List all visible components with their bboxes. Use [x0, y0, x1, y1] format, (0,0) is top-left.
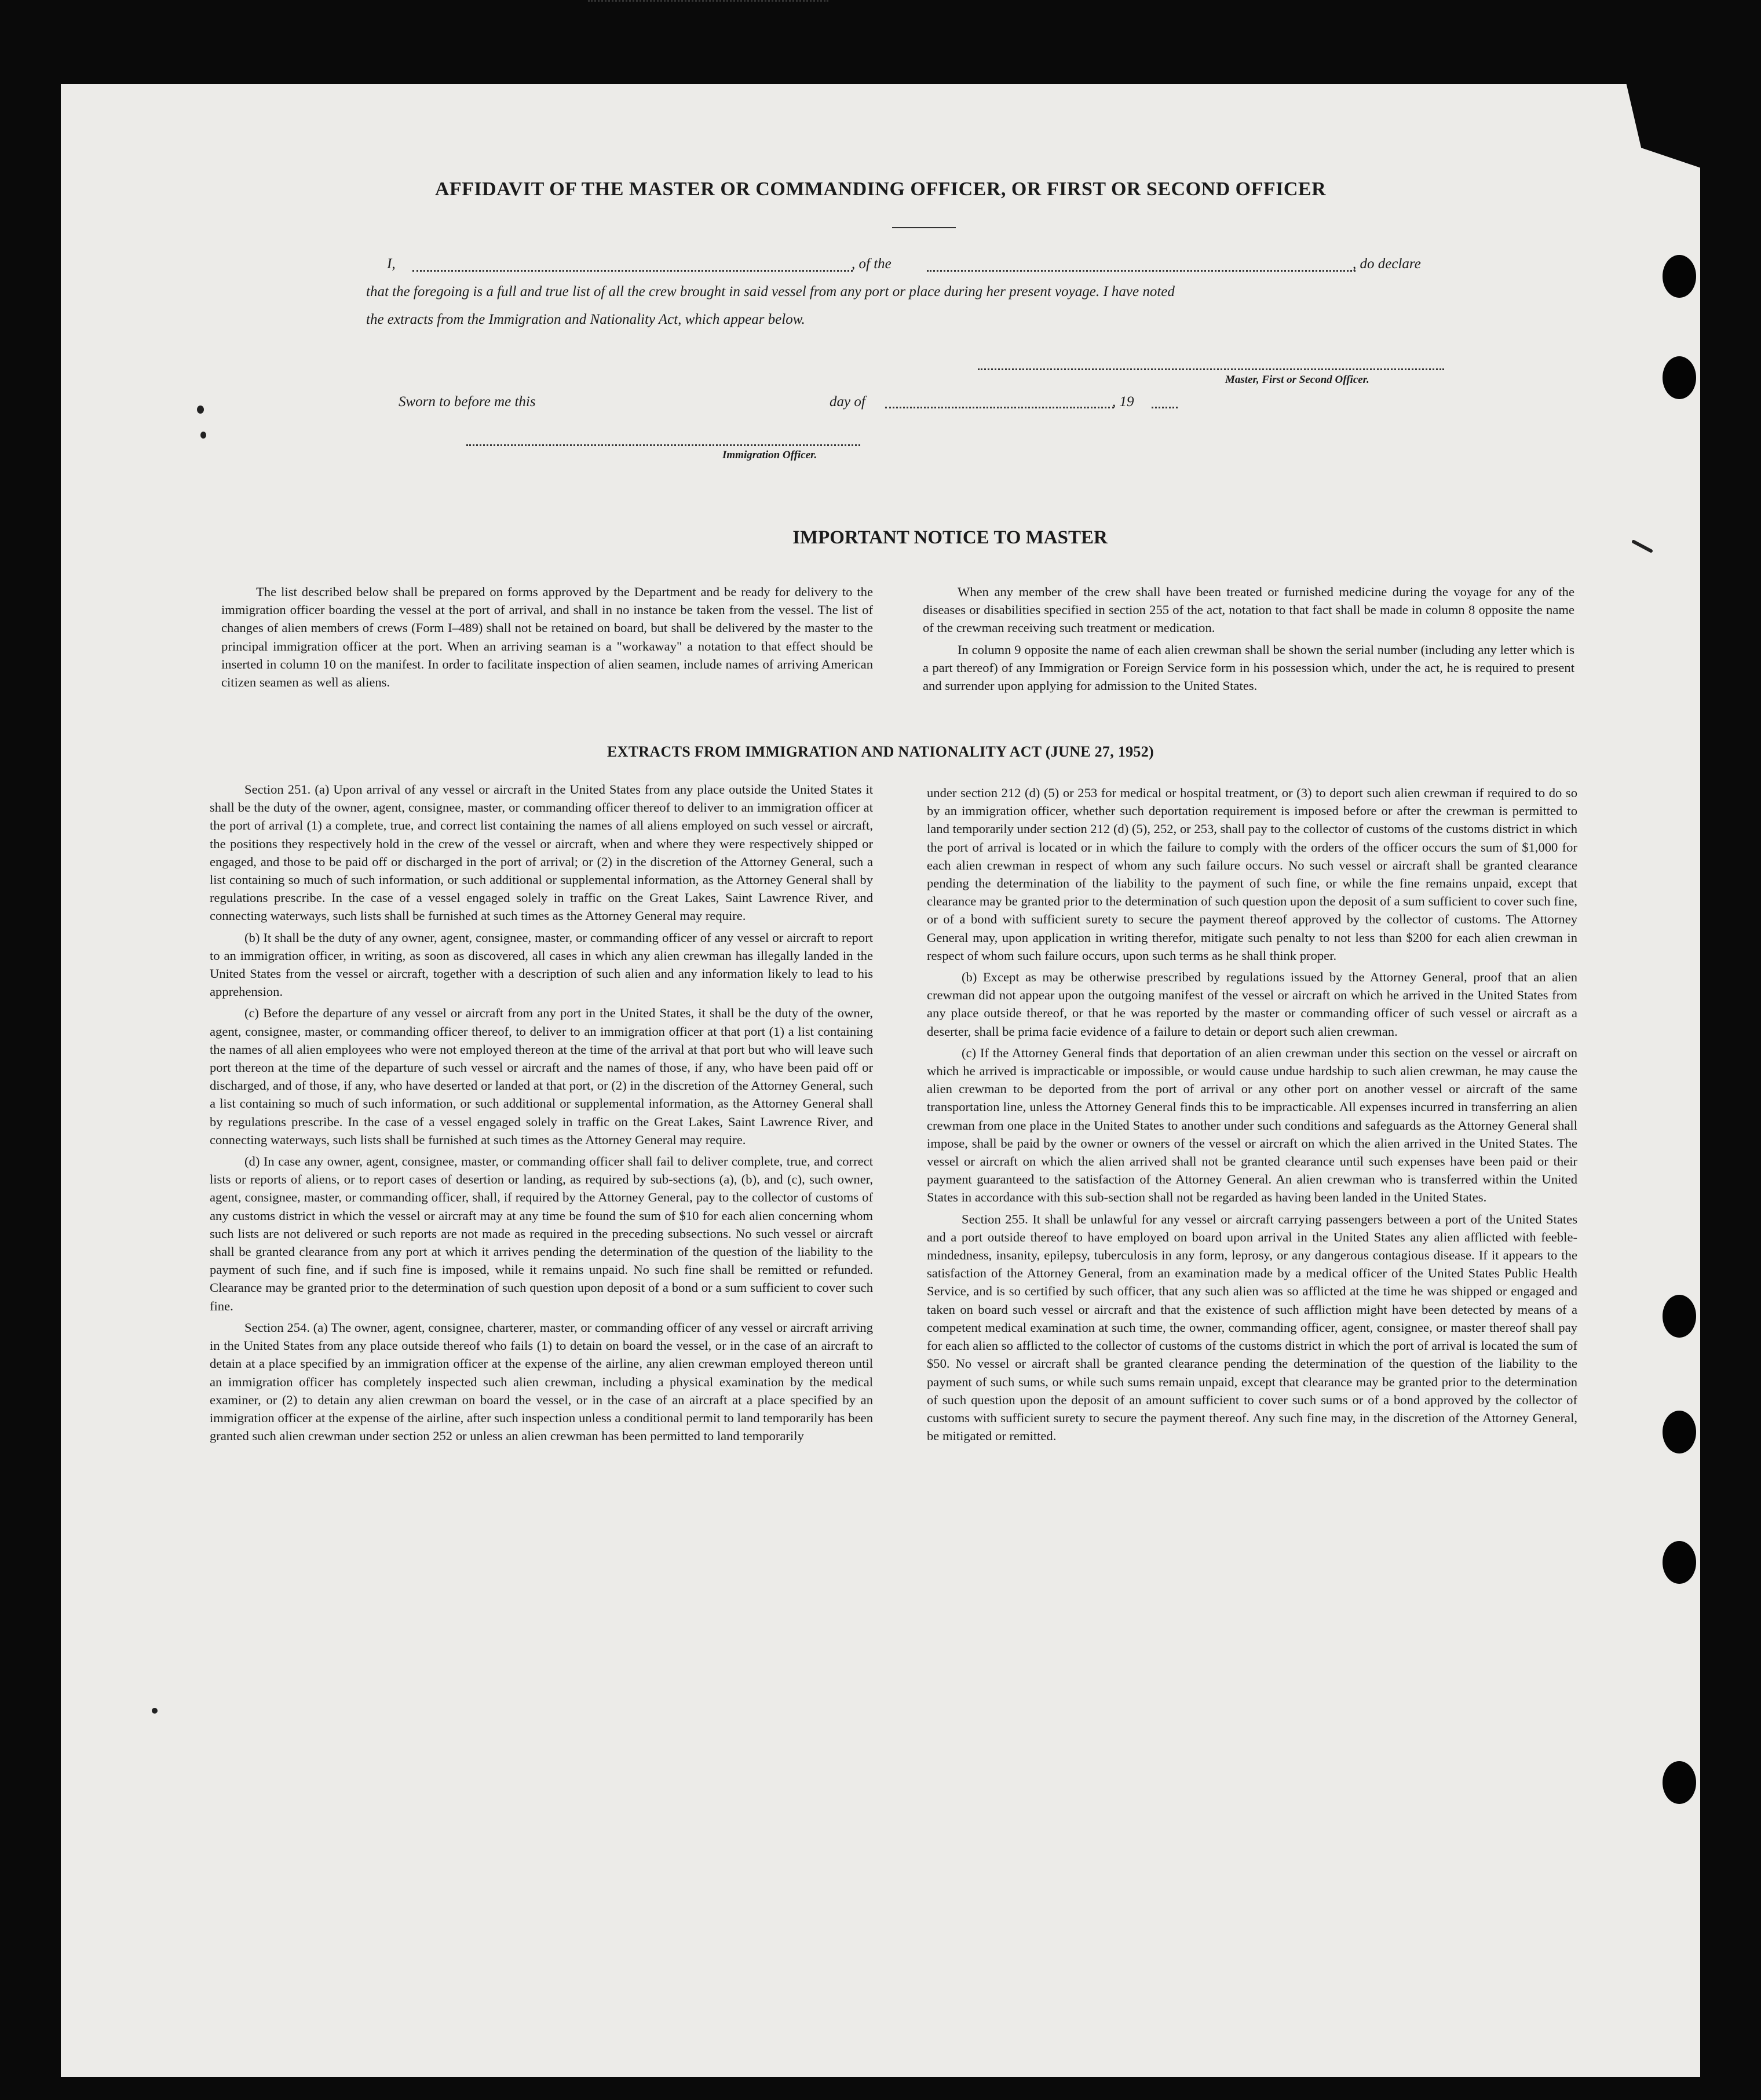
notice-title: IMPORTANT NOTICE TO MASTER — [792, 527, 1108, 548]
master-signature-caption: Master, First or Second Officer. — [1225, 374, 1369, 386]
affidavit-i-label: I, — [387, 256, 396, 272]
ink-speck — [152, 1708, 158, 1714]
extracts-left-column — [210, 780, 873, 1445]
section-255-paragraph: Section 255. It shall be unlawful for any vessel or aircraft carrying passengers between a port of the United States and a port outside thereof to have employed on board upon arrival in the United States any alien afflicted with feeble-mindedness, insanity, epilepsy, tuberculosis in any form, leprosy, or any dangerous contagious disease. If it appears to the satisfaction of the Attorney General, from an examination made by a medical officer of the United States Public Health Service, and is so certified by such officer, that any such alien was so afflicted at the time he was shipped or engaged and taken on board such vessel or aircraft and that the existence of such affliction might have been detected by means of a competent medical examination at such time, the owner, commanding officer, agent, consignee, or master thereof shall pay for each alien so afflicted to the collector of customs of the customs district in which the port of arrival is located the sum of $50. No vessel or aircraft shall be granted clearance pending the determination of the question of the liability to the payment of such sums, or while such sums remain unpaid, except that clearance may be granted prior to the determination of such question upon the deposit of an amount sufficient to cover such sums or of a bond approved by the collector of customs with sufficient surety to secure the payment thereof. Any such fine may, in the discretion of the Attorney General, be mitigated or remitted. — [927, 1211, 1577, 1444]
immigration-officer-caption: Immigration Officer. — [722, 449, 817, 461]
ink-speck — [197, 406, 204, 414]
notice-right-column — [923, 583, 1574, 695]
section-254-a-continued-paragraph: under section 212 (d) (5) or 253 for medical or hospital treatment, or (3) to deport such alien crewman if required to do so by an immigration officer, whether such deportation requirement is imposed before or after the crewman is permitted to land temporarily under section 212 (d) (5), 252, or 253, shall pay to the collector of customs of the customs district in which the port of arrival is located or in which the failure to comply with the orders of the officer occurs the sum of $1,000 for each alien crewman in respect of whom any such failure occurs. No such vessel or aircraft shall be granted clearance pending the determination of the liability to the payment of such fine, or while the fine remains unpaid, except that clearance may be granted prior to the determination of such question upon the deposit of a sum sufficient to cover such fine, or of a bond with sufficient surety to secure the payment thereof approved by the collector of customs. The Attorney General may, upon application in writing therefor, mitigate such penalty to not less than $200 for each alien crewman in respect of whom such failure occurs, upon such terms as he shall think proper. — [927, 786, 1577, 963]
section-254-b-paragraph: (b) Except as may be otherwise prescribed by regulations issued by the Attorney General, proof that an alien crewman did not appear upon the outgoing manifest of the vessel or aircraft on which he arrived in the United States from any place outside thereof, or that he was reported by the master or commanding officer of such vessel or aircraft as a deserter, shall be prima facie evidence of a failure to detain or deport such alien crewman. — [927, 970, 1577, 1039]
notice-left-column — [221, 583, 873, 691]
notice-paragraph: In column 9 opposite the name of each alien crewman shall be shown the serial number (including any letter which is a part thereof) of any Immigration or Foreign Service form in his possession which, under the act, he is required to present and surrender upon applying for admission to the United States. — [923, 642, 1574, 693]
section-251-d-paragraph: (d) In case any owner, agent, consignee, master, or commanding officer shall fail to deliver complete, true, and correct lists or reports of aliens, or to report cases of desertion or landing, as required by sub-sections (a), (b), and (c), such owner, agent, consignee, master, or commanding officer, shall, if required by the Attorney General, pay to the collector of customs of any customs district in which the vessel or aircraft may at any time be found the sum of $10 for each alien concerning whom such lists are not delivered or such reports are not made as required in the preceding subsections. No such vessel or aircraft shall be granted clearance from any port at which it arrives pending the determination of the question of the liability to the payment of such fine, and if such fine is imposed, while it remains unpaid. No such fine shall be remitted or refunded. Clearance may be granted prior to the determination of such question upon deposit of a bond or a sum sufficient to cover such fine. — [210, 1154, 873, 1313]
punch-hole-1 — [1663, 255, 1696, 298]
section-254-a-paragraph: Section 254. (a) The owner, agent, consignee, charterer, master, or commanding officer of any vessel or aircraft arriving in the United States from any place outside thereof who fails (1) to detain on board the vessel, or in the case of an aircraft to detain at a place specified by an immigration officer at the expense of the airline, any alien crewman employed thereon until an immigration officer has completely inspected such alien crewman, including a physical examination by the medical examiner, or (2) to detain any alien crewman on board the vessel, or in the case of an aircraft at a place specified by an immigration officer at the expense of the airline, after such inspection unless a conditional permit to land temporarily has been granted such alien crewman under section 252 or unless an alien crewman has been permitted to land temporarily — [210, 1320, 873, 1444]
affidavit-statement-line-2: the extracts from the Immigration and Nationality Act, which appear below. — [366, 312, 805, 327]
ink-speck — [200, 432, 206, 439]
affidavit-of-the-label: , of the — [852, 256, 892, 272]
affidavit-title: AFFIDAVIT OF THE MASTER OR COMMANDING OFFICER, OR FIRST OR SECOND OFFICER — [434, 178, 1327, 200]
name-blank-line[interactable] — [412, 270, 853, 272]
day-of-label: day of — [830, 394, 865, 410]
sworn-label: Sworn to before me this — [399, 394, 536, 410]
title-underline — [892, 227, 956, 228]
section-251-a-paragraph: Section 251. (a) Upon arrival of any vessel or aircraft in the United States from any place outside the United States it shall be the duty of the owner, agent, consignee, master, or commanding officer thereof to deliver to an immigration officer at the port of arrival (1) a complete, true, and correct list containing the names of all aliens employed on such vessel or aircraft, the positions they respectively hold in the crew of the vessel or aircraft, when and where they were respectively shipped or engaged, and those to be paid off or discharged in the port of arrival; or (2) in the discretion of the Attorney General, such a list containing so much of such information, or such additional or supplemental information, as the Attorney General shall by regulations prescribe. In the case of a vessel engaged solely in traffic on the Great Lakes, Saint Lawrence River, and connecting waterways, such lists shall be furnished at such times as the Attorney General may require. — [210, 782, 873, 923]
punch-hole-6 — [1663, 1761, 1696, 1804]
sworn-month-blank-line[interactable] — [885, 407, 1114, 408]
year-label: , 19 — [1112, 394, 1134, 410]
sworn-day-blank-line[interactable] — [588, 0, 828, 2]
notice-paragraph: The list described below shall be prepared on forms approved by the Department and be ready for delivery to the immigration officer boarding the vessel at the port of arrival, and shall in no instance be taken from the vessel. The list of changes of alien members of crews (Form I–489) shall not be retained on board, but shall be delivered by the master to the principal immigration officer at the port. When an arriving seaman is a "workaway" a notation to that effect should be inserted in column 10 on the manifest. In order to facilitate inspection of alien seamen, include names of arriving American citizen seamen as well as aliens. — [221, 585, 873, 690]
punch-hole-5 — [1663, 1541, 1696, 1584]
affidavit-do-declare-label: , do declare — [1353, 256, 1421, 272]
year-blank-line[interactable] — [1152, 407, 1178, 408]
affidavit-statement-line-1: that the foregoing is a full and true list of all the crew brought in said vessel from any port or place during her present voyage. I have noted — [366, 284, 1175, 300]
punch-hole-2 — [1663, 356, 1696, 399]
punch-hole-4 — [1663, 1411, 1696, 1453]
extracts-title: EXTRACTS FROM IMMIGRATION AND NATIONALITY ACT (JUNE 27, 1952) — [607, 743, 1154, 760]
section-254-c-paragraph: (c) If the Attorney General finds that deportation of an alien crewman under this section on the vessel or aircraft on which he arrived is impracticable or impossible, or would cause undue hardship to such alien crewman, he may cause the alien crewman to be deported from the port of arrival or any other port on another vessel or aircraft of the same transportation line, unless the Attorney General finds this to be impracticable. All expenses incurred in transferring an alien crewman from one place in the United States to another under such conditions and safeguards as the Attorney General shall impose, shall be paid by the owner or owners of the vessel or aircraft on which the alien arrived in the United States. The vessel or aircraft on which the alien arrived shall not be granted clearance until such expenses have been paid or their payment guaranteed to the satisfaction of the Attorney General. An alien crewman who is transferred within the United States in accordance with this sub-section shall not be regarded as having been landed in the United States. — [927, 1045, 1577, 1205]
section-251-b-paragraph: (b) It shall be the duty of any owner, agent, consignee, master, or commanding officer of any vessel or aircraft to report to an immigration officer, in writing, as soon as discovered, all cases in which any alien crewman has illegally landed in the United States from the vessel or aircraft, together with a description of such alien and any information likely to lead to his apprehension. — [210, 930, 873, 999]
section-251-c-paragraph: (c) Before the departure of any vessel or aircraft from any port in the United States, it shall be the duty of the owner, agent, consignee, master, or commanding officer thereof, to deliver to an immigration officer at that port (1) a list containing the names of all alien employees who were not employed thereon at the time of the arrival at that port but who will leave such port thereon at the time of the departure of such vessel or aircraft and the names of those, if any, who have been paid off or discharged, and of those, if any, who have deserted or landed at that port, or (2) in the discretion of the Attorney General, such a list containing so much of such information, or such additional or supplemental information, as the Attorney General shall by regulations prescribe. In the case of a vessel engaged solely in traffic on the Great Lakes, Saint Lawrence River, and connecting waterways, such lists shall be furnished at such times as the Attorney General may require. — [210, 1006, 873, 1147]
immigration-officer-signature-line[interactable] — [466, 444, 860, 446]
extracts-right-column — [927, 784, 1577, 1445]
punch-hole-3 — [1663, 1295, 1696, 1338]
notice-paragraph: When any member of the crew shall have been treated or furnished medicine during the voyage for any of the diseases or disabilities specified in section 255 of the act, notation to that fact shall be made in column 8 opposite the name of the crewman receiving such treatment or medication. — [923, 585, 1574, 636]
master-signature-line[interactable] — [978, 368, 1444, 370]
vessel-blank-line[interactable] — [927, 270, 1356, 272]
